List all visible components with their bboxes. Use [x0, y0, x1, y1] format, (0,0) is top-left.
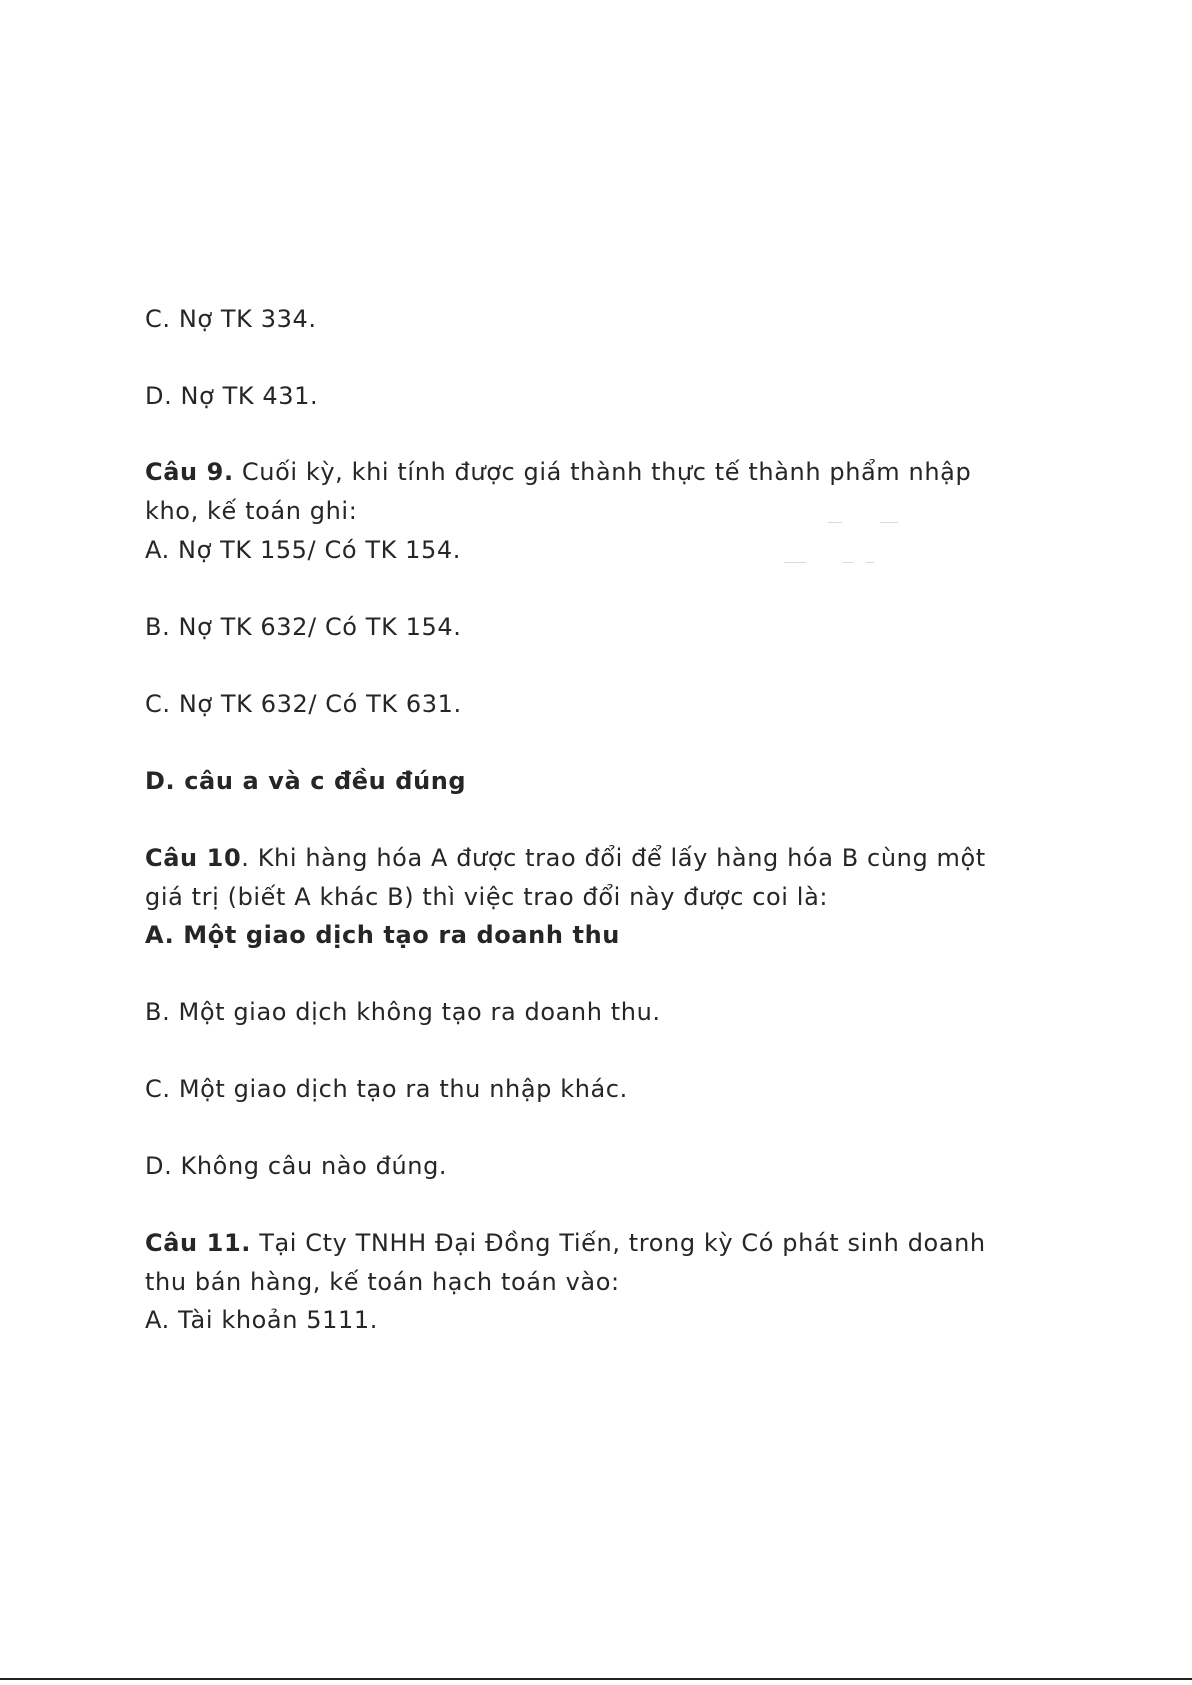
question-10-label: Câu 10: [145, 844, 242, 872]
q10-option-c-text: C. Một giao dịch tạo ra thu nhập khác.: [145, 1075, 628, 1103]
scan-artifact: [866, 562, 874, 563]
q10-option-b-text: B. Một giao dịch không tạo ra doanh thu.: [145, 998, 661, 1026]
q9-option-a: [145, 535, 461, 565]
q8-option-c: [145, 304, 317, 334]
scan-artifact: [843, 562, 853, 563]
scan-artifact: [828, 522, 842, 523]
q8-option-d: [145, 381, 318, 411]
q11-option-a: [145, 1305, 378, 1335]
question-10-line-1: [145, 843, 986, 873]
page-bottom-border: [0, 1678, 1192, 1680]
q9-option-a-text: A. Nợ TK 155/ Có TK 154.: [145, 536, 462, 564]
question-9-text-cont: kho, kế toán ghi:: [145, 497, 358, 525]
q8-option-d-text: D. Nợ TK 431.: [145, 382, 319, 410]
question-10-text: . Khi hàng hóa A được trao đổi để lấy hàng hóa B cùng một: [241, 844, 986, 872]
scan-artifact: [784, 562, 806, 563]
q9-option-b: [145, 612, 461, 642]
scan-artifact: [880, 522, 898, 523]
question-9-text: Cuối kỳ, khi tính được giá thành thực tế thành phẩm nhập: [233, 458, 972, 486]
question-11-text-cont: thu bán hàng, kế toán hạch toán vào:: [145, 1268, 620, 1296]
q9-option-d-text: D. câu a và c đều đúng: [145, 767, 467, 795]
q11-option-a-text: A. Tài khoản 5111.: [145, 1306, 378, 1334]
q10-option-a-text: A. Một giao dịch tạo ra doanh thu: [145, 921, 620, 949]
q10-option-c: [145, 1074, 628, 1104]
q8-option-c-text: C. Nợ TK 334.: [145, 305, 317, 333]
q10-option-d: [145, 1151, 447, 1181]
q9-option-c: [145, 689, 462, 719]
question-11-line-2: [145, 1267, 620, 1297]
question-9-line-2: [145, 496, 357, 526]
question-10-text-cont: giá trị (biết A khác B) thì việc trao đổi này được coi là:: [145, 883, 829, 911]
question-11-line-1: [145, 1228, 986, 1258]
question-11-text: Tại Cty TNHH Đại Đồng Tiến, trong kỳ Có phát sinh doanh: [250, 1229, 986, 1257]
question-9-line-1: [145, 457, 971, 487]
q10-option-a: [145, 920, 620, 950]
question-10-line-2: [145, 882, 828, 912]
q9-option-d: [145, 766, 466, 796]
q10-option-b: [145, 997, 661, 1027]
question-9-label: Câu 9.: [145, 458, 234, 486]
q10-option-d-text: D. Không câu nào đúng.: [145, 1152, 448, 1180]
q9-option-b-text: B. Nợ TK 632/ Có TK 154.: [145, 613, 462, 641]
q9-option-c-text: C. Nợ TK 632/ Có TK 631.: [145, 690, 462, 718]
question-11-label: Câu 11.: [145, 1229, 251, 1257]
